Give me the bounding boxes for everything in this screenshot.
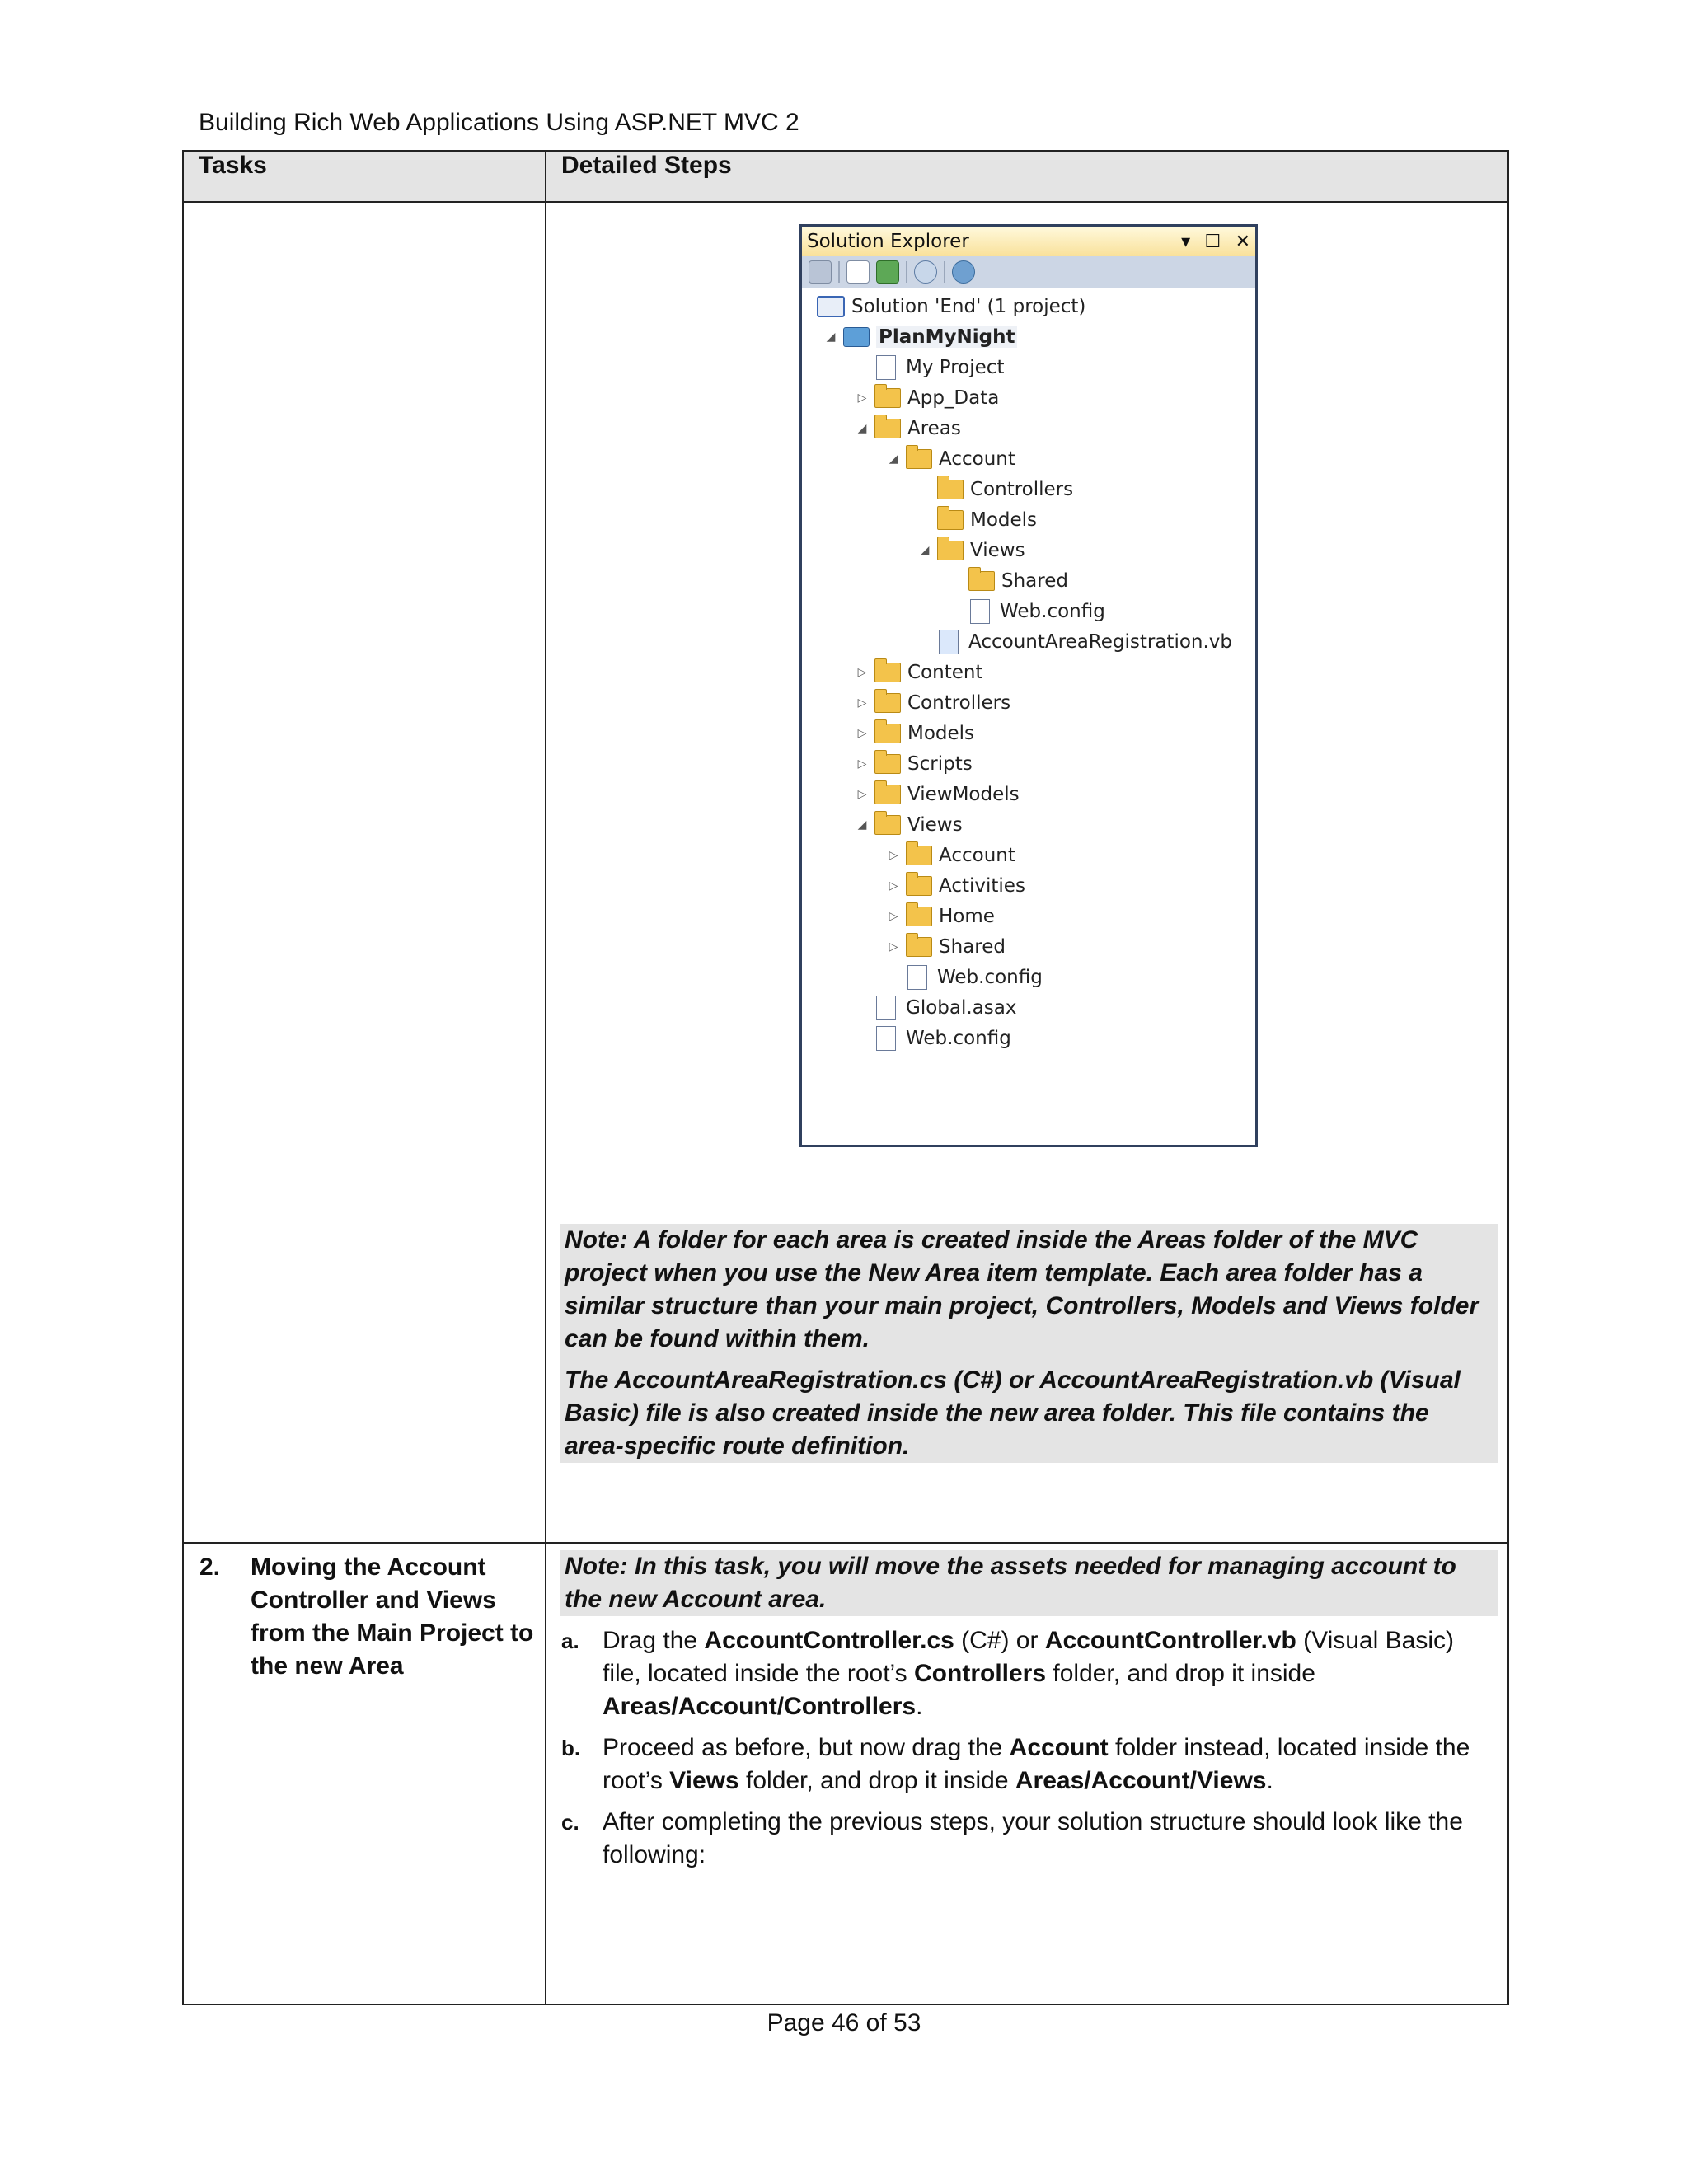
- tree-node[interactable]: [802, 748, 1255, 779]
- tasks-cell-empty: [183, 202, 546, 1543]
- expander-icon[interactable]: ▷: [857, 665, 867, 679]
- folder-icon: [874, 785, 901, 804]
- expander-icon[interactable]: ▷: [889, 848, 898, 862]
- expander-icon[interactable]: ▷: [857, 757, 867, 771]
- task-cell: [183, 1543, 546, 2004]
- task-title: Moving the Account Controller and Views from the Main Project to the new Area: [251, 1554, 534, 1680]
- tree-node-label: Views: [907, 813, 963, 836]
- tree-node-label: Models: [970, 509, 1038, 531]
- step-text-bold: Views: [669, 1767, 739, 1794]
- step-text-bold: AccountController.cs: [704, 1627, 954, 1654]
- project-icon: [843, 327, 870, 347]
- solution-explorer-toolbar: [802, 256, 1255, 288]
- tree-node-label: Areas: [907, 417, 961, 439]
- step-item: [560, 1732, 1498, 1797]
- tree-node-label: Scripts: [907, 752, 973, 775]
- file-icon: [876, 355, 896, 380]
- tree-node-label: Solution 'End' (1 project): [851, 295, 1086, 317]
- note-box-task: [560, 1550, 1498, 1616]
- tree-node-label: PlanMyNight: [876, 326, 1017, 348]
- tree-node[interactable]: [802, 626, 1255, 657]
- show-all-files-icon[interactable]: [846, 260, 870, 284]
- expander-icon[interactable]: ◢: [826, 330, 836, 344]
- solution-explorer-screenshot: [799, 224, 1258, 1147]
- file-icon: [876, 996, 896, 1020]
- step-letter: a.: [561, 1629, 579, 1653]
- toolbar-separator: [944, 261, 945, 283]
- step-text-segment: folder, and drop it inside: [1046, 1660, 1315, 1687]
- tree-node[interactable]: [802, 901, 1255, 931]
- step-text-segment: (Visual Basic) file, located inside the root’s: [603, 1627, 1455, 1687]
- file-icon: [907, 965, 927, 990]
- tree-node-label: Shared: [939, 935, 1006, 958]
- step-text-bold: AccountController.vb: [1044, 1627, 1296, 1654]
- tree-node[interactable]: [802, 504, 1255, 535]
- folder-icon: [937, 480, 964, 499]
- tree-node-label: Web.config: [1000, 600, 1105, 622]
- folder-icon: [906, 846, 932, 865]
- vb-file-icon: [939, 630, 959, 654]
- dropdown-icon[interactable]: ▾: [1181, 232, 1191, 252]
- tree-node[interactable]: [802, 870, 1255, 901]
- table-row: [183, 1543, 1508, 2004]
- tree-node[interactable]: [802, 962, 1255, 992]
- folder-icon: [906, 907, 932, 926]
- step-text-bold: Account: [1009, 1734, 1109, 1761]
- tree-node-label: Account: [939, 448, 1015, 470]
- tree-node[interactable]: [802, 809, 1255, 840]
- tree-node[interactable]: [802, 474, 1255, 504]
- folder-icon: [874, 724, 901, 743]
- tree-node[interactable]: [802, 321, 1255, 352]
- folder-icon: [937, 510, 964, 530]
- folder-icon: [874, 754, 901, 774]
- folder-icon: [906, 876, 932, 896]
- folder-icon: [874, 388, 901, 408]
- tree-node[interactable]: [802, 779, 1255, 809]
- tree-node-label: Models: [907, 722, 975, 744]
- step-item: [560, 1624, 1498, 1723]
- expander-icon[interactable]: ▷: [857, 391, 867, 405]
- tree-node[interactable]: [802, 443, 1255, 474]
- expander-icon[interactable]: ◢: [857, 818, 867, 832]
- expander-icon[interactable]: ▷: [857, 696, 867, 710]
- tree-node-label: Home: [939, 905, 995, 927]
- folder-icon: [906, 449, 932, 469]
- page-footer: Page 46 of 53: [767, 2009, 921, 2036]
- detailed-steps-cell: [546, 1543, 1508, 2004]
- step-text-segment: (C#) or: [954, 1627, 1045, 1654]
- step-text-segment: folder instead, located inside the root’s: [603, 1734, 1470, 1794]
- close-icon[interactable]: ✕: [1235, 232, 1250, 252]
- expander-icon[interactable]: ◢: [889, 452, 898, 466]
- tree-node[interactable]: [802, 291, 1255, 321]
- note-paragraph: Note: In this task, you will move the assets needed for managing account to the new Account area.: [565, 1553, 1456, 1613]
- detailed-steps-column-header: Detailed Steps: [546, 151, 1508, 202]
- folder-icon: [874, 419, 901, 438]
- folder-icon: [968, 571, 995, 591]
- step-text: [603, 1732, 1498, 1797]
- step-list: [560, 1624, 1498, 1872]
- step-text-bold: Areas/Account/Views: [1015, 1767, 1267, 1794]
- task-number: 2.: [199, 1554, 221, 1581]
- expander-icon[interactable]: ◢: [857, 421, 867, 435]
- step-letter: b.: [561, 1736, 581, 1760]
- tree-node[interactable]: [802, 657, 1255, 687]
- step-text-bold: Controllers: [914, 1660, 1047, 1687]
- step-text: [603, 1806, 1498, 1872]
- tree-node[interactable]: [802, 992, 1255, 1023]
- steps-table: [182, 150, 1509, 2005]
- document-header: Building Rich Web Applications Using ASP.NET MVC 2: [199, 109, 799, 136]
- properties-icon[interactable]: [809, 260, 832, 284]
- step-letter: c.: [561, 1810, 579, 1835]
- maximize-icon[interactable]: ☐: [1204, 232, 1221, 252]
- note-box-areas: [560, 1224, 1498, 1463]
- class-diagram-icon[interactable]: [952, 260, 975, 284]
- tree-node[interactable]: [802, 718, 1255, 748]
- tree-node-label: Content: [907, 661, 983, 683]
- step-text-segment: .: [916, 1693, 923, 1720]
- solution-icon: [817, 296, 845, 317]
- folder-icon: [906, 937, 932, 957]
- toolbar-separator: [906, 261, 907, 283]
- folder-icon: [874, 815, 901, 835]
- file-icon: [876, 1026, 896, 1051]
- tree-node-label: Web.config: [937, 966, 1043, 988]
- tree-node-label: My Project: [906, 356, 1005, 378]
- tree-node-label: Shared: [1001, 569, 1068, 592]
- table-row: [183, 202, 1508, 1543]
- tree-node-label: Web.config: [906, 1027, 1011, 1049]
- step-text-segment: Proceed as before, but now drag the: [603, 1734, 1010, 1761]
- tree-node[interactable]: [802, 413, 1255, 443]
- solution-explorer-titlebar: [802, 227, 1255, 256]
- step-text-segment: folder, and drop it inside: [738, 1767, 1015, 1794]
- step-text-segment: Drag the: [603, 1627, 705, 1654]
- tree-node-label: AccountAreaRegistration.vb: [968, 630, 1233, 653]
- step-item: [560, 1806, 1498, 1872]
- expander-icon[interactable]: ◢: [920, 543, 930, 557]
- tree-node-label: Account: [939, 844, 1015, 866]
- expander-icon[interactable]: ▷: [857, 787, 867, 801]
- tree-node-label: ViewModels: [907, 783, 1020, 805]
- step-text-bold: Areas/Account/Controllers: [603, 1693, 917, 1720]
- tree-node[interactable]: [802, 382, 1255, 413]
- tree-node-label: Global.asax: [906, 996, 1017, 1019]
- refresh-icon[interactable]: [876, 260, 899, 284]
- toolbar-separator: [838, 261, 840, 283]
- detailed-steps-cell: [546, 202, 1508, 1543]
- step-text: [603, 1624, 1498, 1723]
- tree-node[interactable]: [802, 352, 1255, 382]
- tree-node-label: Views: [970, 539, 1025, 561]
- note-paragraph: The AccountAreaRegistration.cs (C#) or AccountAreaRegistration.vb (Visual Basic) file is also created inside the new area folder. This file contains the area-specific route definition.: [565, 1366, 1461, 1460]
- table-header-row: [183, 151, 1508, 202]
- tree-node-label: Controllers: [970, 478, 1074, 500]
- tree-node[interactable]: [802, 687, 1255, 718]
- tree-node-label: Activities: [939, 874, 1025, 897]
- tree-node[interactable]: [802, 596, 1255, 626]
- view-code-icon[interactable]: [914, 260, 937, 284]
- expander-icon[interactable]: ▷: [889, 909, 898, 923]
- folder-icon: [874, 693, 901, 713]
- step-text-segment: .: [1266, 1767, 1273, 1794]
- tree-node-label: App_Data: [907, 387, 1000, 409]
- expander-icon[interactable]: ▷: [857, 726, 867, 740]
- solution-tree: [802, 288, 1255, 1053]
- tree-node[interactable]: [802, 840, 1255, 870]
- solution-explorer-title: Solution Explorer: [807, 231, 969, 252]
- tree-node-label: Controllers: [907, 691, 1011, 714]
- note-paragraph: Note: A folder for each area is created inside the Areas folder of the MVC project when you use the New Area item template. Each area folder has a similar structure than your main project, Controllers, Models and Views folder can be found within them.: [565, 1226, 1479, 1352]
- folder-icon: [874, 663, 901, 682]
- tree-node[interactable]: [802, 1023, 1255, 1053]
- folder-icon: [937, 541, 964, 560]
- expander-icon[interactable]: ▷: [889, 879, 898, 893]
- expander-icon[interactable]: ▷: [889, 940, 898, 954]
- step-text-segment: After completing the previous steps, your solution structure should look like the following:: [603, 1808, 1463, 1868]
- file-icon: [970, 599, 990, 624]
- tasks-column-header: Tasks: [183, 151, 546, 202]
- tree-node[interactable]: [802, 565, 1255, 596]
- tree-node[interactable]: [802, 535, 1255, 565]
- tree-node[interactable]: [802, 931, 1255, 962]
